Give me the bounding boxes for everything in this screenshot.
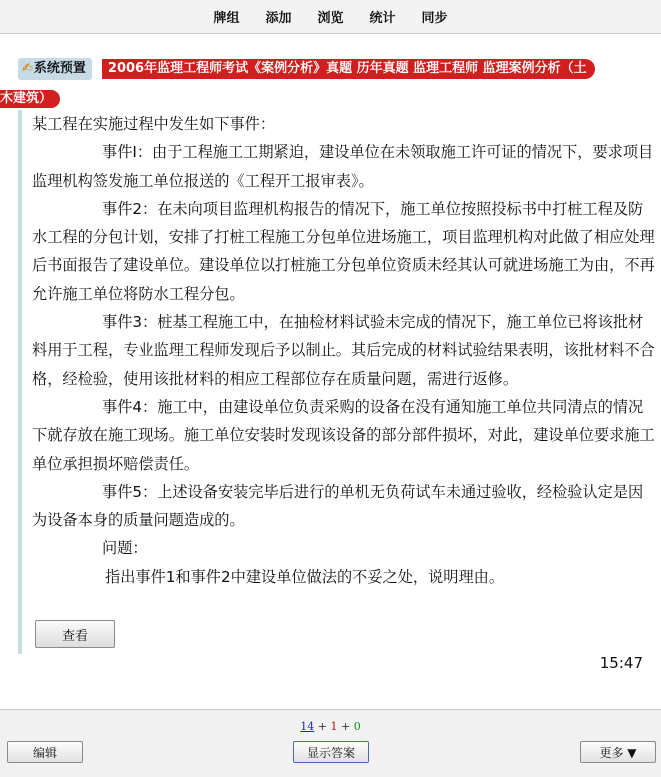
- event-2: 事件2：在未向项目监理机构报告的情况下，施工单位按照投标书中打桩工程及防水工程的分包计划，安排了打桩工程施工分包单位进场施工，项目监理机构对此做了相应处理后书面报告了建设单位。建设单位以打桩施工分包单位资质未经其认可就进场施工为由，不再允许施工单位将防水工程分包。: [32, 199, 655, 303]
- review-count: 0: [353, 720, 361, 733]
- nav-sync[interactable]: 同步: [421, 11, 448, 26]
- card-header: [0, 58, 658, 106]
- new-count[interactable]: 14: [300, 720, 315, 733]
- card-counts: 14 + 1 + 0: [300, 720, 361, 733]
- view-button[interactable]: 查看: [35, 620, 115, 648]
- card-title-continued: 木建筑）: [0, 90, 60, 108]
- deck-badge: [18, 58, 92, 80]
- card-content: [18, 110, 658, 654]
- nav-stats[interactable]: 统计: [369, 11, 396, 26]
- learning-count: 1: [330, 720, 338, 733]
- question-label: 问题：: [102, 539, 148, 558]
- event-5: 事件5：上述设备安装完毕后进行的单机无负荷试车未通过验收，经检验认定是因为设备本身的质量问题造成的。: [32, 482, 644, 530]
- more-button[interactable]: 更多 ▼: [580, 741, 656, 763]
- event-3: 事件3：桩基工程施工中，在抽检材料试验未完成的情况下，施工单位已将该批材料用于工程，专业监理工程师发现后予以制止。其后完成的材料试验结果表明，该批材料不合格，经检验，使用该批材料的相应工程部位存在质量问题，需进行返修。: [32, 313, 655, 388]
- show-answer-button[interactable]: 显示答案: [293, 741, 369, 763]
- event-1: 事件I：由于工程施工工期紧迫，建设单位在未领取施工许可证的情况下，要求项目监理机构签发施工单位报送的《工程开工报审表》。: [32, 143, 654, 190]
- card-title: 2006年监理工程师考试《案例分析》真题 历年真题 监理工程师 监理案例分析（土: [102, 59, 595, 79]
- nav-add[interactable]: 添加: [265, 11, 292, 26]
- bottom-toolbar: [0, 709, 661, 777]
- question-intro: 某工程在实施过程中发生如下事件：: [32, 115, 275, 133]
- nav-decks[interactable]: 牌组: [213, 11, 240, 26]
- pencil-icon: ✍: [22, 61, 33, 76]
- question-text: 指出事件1和事件2中建设单位做法的不妥之处，说明理由。: [105, 567, 505, 586]
- top-navigation-bar: [0, 0, 661, 34]
- event-4: 事件4：施工中，由建设单位负责采购的设备在没有通知施工单位共同清点的情况下就存放在施工现场。施工单位安装时发现该设备的部分部件损坏，对此，建设单位要求施工单位承担损坏赔偿责任。: [32, 397, 655, 473]
- timer: 15:47: [599, 654, 643, 672]
- edit-button[interactable]: 编辑: [7, 741, 83, 763]
- nav-browse[interactable]: 浏览: [317, 11, 344, 26]
- deck-badge-label: 系统预置: [33, 61, 86, 76]
